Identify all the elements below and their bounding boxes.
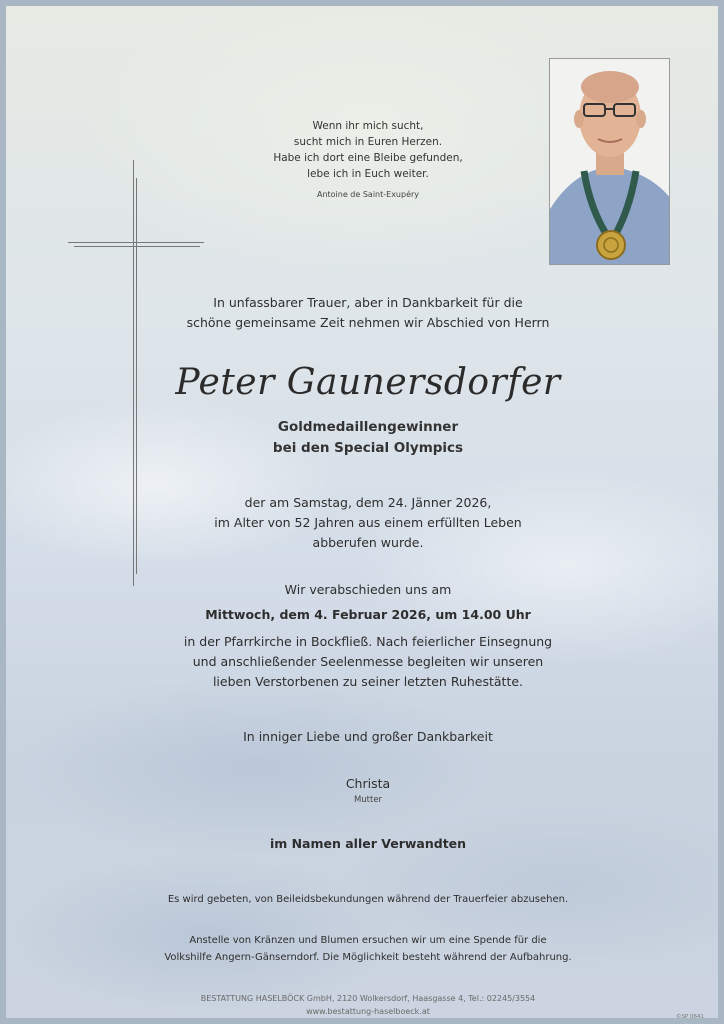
footer-company: BESTATTUNG HASELBÖCK GmbH, 2120 Wolkersdorf, Haasgasse 4, Tel.: 02245/3554 [200, 994, 536, 1003]
donation-notice [6, 932, 724, 966]
subtitle-line: Goldmedaillengewinner [277, 419, 459, 435]
mourner-name: Christa [345, 776, 391, 791]
intro-line: schöne gemeinsame Zeit nehmen wir Abschied von Herrn [186, 315, 550, 330]
deceased-name: Peter Gaunersdorfer [175, 362, 561, 403]
funeral-description [6, 632, 724, 692]
quote-line: Habe ich dort eine Bleibe gefunden, [273, 152, 463, 164]
funeral-line: lieben Verstorbenen zu seiner letzten Ruhestätte. [212, 674, 524, 689]
intro-line: In unfassbarer Trauer, aber in Dankbarkeit für die [213, 295, 523, 310]
closing-text: In inniger Liebe und großer Dankbarkeit [243, 729, 493, 744]
template-code: ©SP 0641 [675, 1014, 704, 1020]
quote-line: Wenn ihr mich sucht, [312, 120, 424, 132]
death-line: im Alter von 52 Jahren aus einem erfüllten Leben [214, 515, 522, 530]
death-details [6, 493, 724, 553]
death-line: abberufen wurde. [312, 535, 424, 550]
donation-line: Anstelle von Kränzen und Blumen ersuchen wir um eine Spende für die [189, 935, 547, 946]
quote-line: sucht mich in Euren Herzen. [293, 136, 443, 148]
funeral-line: in der Pfarrkirche in Bockfließ. Nach feierlicher Einsegnung [183, 634, 553, 649]
donation-line: Volkshilfe Angern-Gänserndorf. Die Möglichkeit besteht während der Aufbahrung. [164, 952, 572, 963]
condolence-notice: Es wird gebeten, von Beileidsbekundungen während der Trauerfeier abzusehen. [167, 894, 569, 905]
subtitle-line: bei den Special Olympics [272, 440, 464, 456]
family-text: im Namen aller Verwandten [269, 836, 467, 851]
funeral-date: Mittwoch, dem 4. Februar 2026, um 14.00 Uhr [205, 607, 531, 622]
quote-author: Antoine de Saint-Exupéry [316, 190, 420, 199]
funeral-intro: Wir verabschieden uns am [284, 582, 452, 597]
footer [6, 992, 724, 1018]
mourner-relation: Mutter [353, 795, 383, 805]
deceased-subtitle [6, 417, 724, 459]
footer-website[interactable]: www.bestattung-haselboeck.at [306, 1007, 430, 1016]
quote [6, 118, 724, 182]
intro-text [6, 293, 724, 333]
quote-line: lebe ich in Euch weiter. [307, 168, 429, 180]
funeral-line: und anschließender Seelenmesse begleiten wir unseren [192, 654, 544, 669]
death-line: der am Samstag, dem 24. Jänner 2026, [244, 495, 492, 510]
